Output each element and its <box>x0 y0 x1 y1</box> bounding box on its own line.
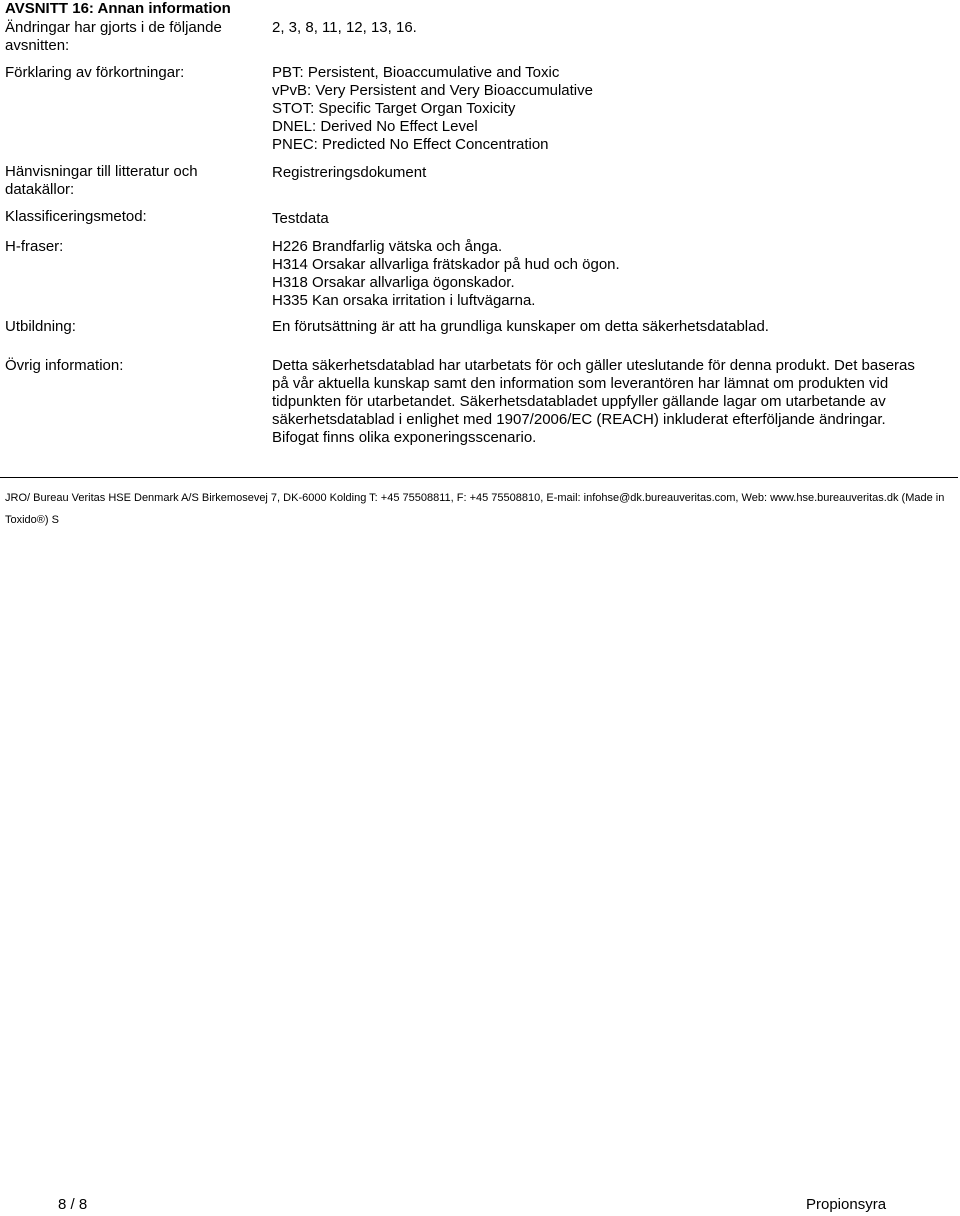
abbreviation-vpvb: vPvB: Very Persistent and Very Bioaccumulative <box>272 82 593 99</box>
abbreviation-dnel: DNEL: Derived No Effect Level <box>272 118 478 135</box>
h-phrase-h314: H314 Orsakar allvarliga frätskador på hud och ögon. <box>272 256 620 273</box>
footer-contact-text: JRO/ Bureau Veritas HSE Denmark A/S Birkemosevej 7, DK-6000 Kolding T: +45 75508811, F: +45 75508810, E-mail: infohse@dk.bureauveritas.com, Web: www.hse.bureauveritas.dk (Made in Toxido®) S <box>5 492 945 526</box>
label-references: Hänvisningar till litteratur och datakällor: <box>5 163 198 198</box>
label-training: Utbildning: <box>5 318 76 335</box>
value-references: Registreringsdokument <box>272 164 427 181</box>
label-classification: Klassificeringsmetod: <box>5 208 147 225</box>
abbreviation-stot: STOT: Specific Target Organ Toxicity <box>272 100 516 117</box>
abbreviation-pbt: PBT: Persistent, Bioaccumulative and Toxic <box>272 64 560 81</box>
label-changes: Ändringar har gjorts i de följande avsnitten: <box>5 19 222 54</box>
product-name: Propionsyra <box>806 1196 887 1213</box>
label-other-information: Övrig information: <box>5 357 124 374</box>
value-changes: 2, 3, 8, 11, 12, 13, 16. <box>272 19 417 36</box>
other-information-paragraph: Detta säkerhetsdatablad har utarbetats för och gäller uteslutande för denna produkt. Det baseras på vår aktuella kunskap samt den information som leverantören har lämnat om produkten vid tidpunkten för utarbetandet. Säkerhetsdatabladet uppfyller gällande lagar om utarbetande av säkerhetsdatablad i enlighet med 1907/2006/EC (REACH) inkluderat efterföljande ändringar. <box>272 357 915 428</box>
page-number: 8 / 8 <box>58 1196 88 1213</box>
value-training: En förutsättning är att ha grundliga kunskaper om detta säkerhetsdatablad. <box>272 318 769 335</box>
value-other-information <box>272 357 920 447</box>
label-abbreviations: Förklaring av förkortningar: <box>5 64 185 81</box>
abbreviation-pnec: PNEC: Predicted No Effect Concentration <box>272 136 549 153</box>
h-phrase-h318: H318 Orsakar allvarliga ögonskador. <box>272 274 515 291</box>
h-phrase-h226: H226 Brandfarlig vätska och ånga. <box>272 238 503 255</box>
other-information-attachment: Bifogat finns olika exponeringsscenario. <box>272 429 537 446</box>
label-h-phrases: H-fraser: <box>5 238 64 255</box>
footer-divider <box>0 477 958 478</box>
value-h-phrases <box>272 238 912 310</box>
section-title: AVSNITT 16: Annan information <box>5 0 231 17</box>
value-classification: Testdata <box>272 210 329 227</box>
h-phrase-h335: H335 Kan orsaka irritation i luftvägarna. <box>272 292 536 309</box>
value-abbreviations <box>272 64 912 154</box>
